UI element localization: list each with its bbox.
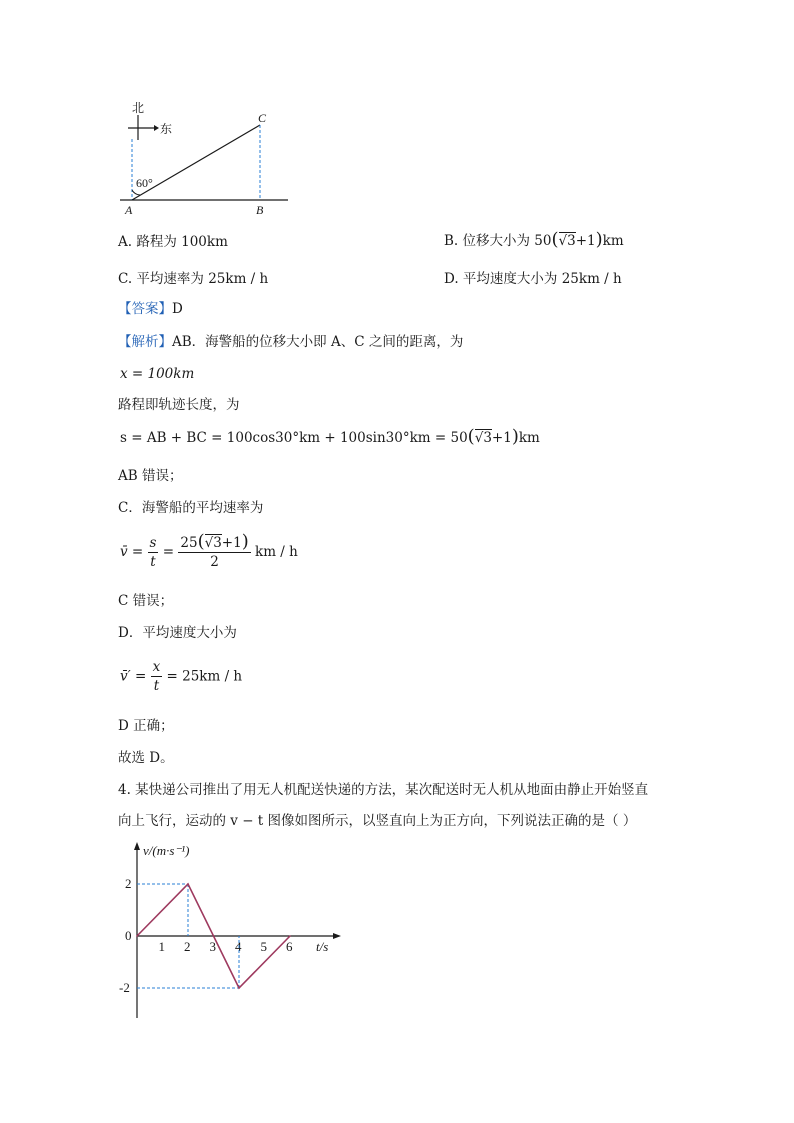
y-axis-arrow bbox=[134, 842, 140, 850]
option-b-sqrt: √3 bbox=[558, 233, 576, 249]
conclusion-text: 故选 D。 bbox=[118, 750, 174, 766]
ab-wrong-text: AB 错误； bbox=[118, 468, 183, 484]
d-intro-text: D．平均速度大小为 bbox=[118, 625, 237, 641]
point-b-label: B bbox=[256, 203, 264, 217]
equation-speed-s-over-t: $\frac{s}{t}$ bbox=[149, 534, 157, 570]
option-b-unit: km bbox=[602, 233, 624, 249]
y-tick-label-0: 0 bbox=[125, 928, 132, 943]
equation-speed-fraction: $\frac{25(√3+1)}{2}$ bbox=[180, 531, 249, 570]
equation-path-prefix: s = AB + BC = 100cos30°km + 100sin30°km = 50 bbox=[120, 430, 468, 446]
option-b-plus: +1 bbox=[575, 233, 596, 249]
y-axis-label: v/(m·s⁻¹) bbox=[143, 843, 190, 858]
d-right-text: D 正确； bbox=[118, 718, 174, 734]
equation-speed: v̄ = $\frac{s}{t}$ = $\frac{25(√3+1)}{2}$ km / h bbox=[120, 531, 298, 570]
analysis-intro: AB．海警船的位移大小即 A、C 之间的距离，为 bbox=[172, 334, 464, 350]
geometry-figure bbox=[110, 95, 310, 225]
x-tick-label-2: 2 bbox=[184, 939, 191, 954]
equation-displacement: x = 100km bbox=[120, 366, 195, 382]
question4-line2: 向上飞行，运动的 v − t 图像如图所示，以竖直向上为正方向，下列说法正确的是（ ） bbox=[118, 813, 637, 829]
option-b: B. 位移大小为 50(√3+1)km bbox=[444, 229, 624, 250]
point-c-label: C bbox=[258, 111, 267, 125]
east-label: 东 bbox=[160, 122, 173, 136]
data-point-3 bbox=[289, 935, 291, 937]
answer-label: 【答案】 bbox=[118, 301, 172, 317]
x-tick-label-1: 1 bbox=[158, 939, 165, 954]
north-label: 北 bbox=[132, 101, 145, 115]
angle-label: 60° bbox=[136, 176, 153, 190]
equation-path: s = AB + BC = 100cos30°km + 100sin30°km = 50(√3+1)km bbox=[120, 426, 540, 447]
equation-speed-lhs: v̄ = bbox=[120, 544, 148, 560]
analysis-intro-line bbox=[118, 333, 463, 351]
angle-arc bbox=[132, 190, 140, 195]
c-intro-text: C．海警船的平均速率为 bbox=[118, 500, 264, 516]
answer-value: D bbox=[172, 301, 183, 317]
equation-velocity-x-over-t: $\frac{x}{t}$ bbox=[152, 659, 161, 694]
x-tick-label-6: 6 bbox=[286, 939, 293, 954]
option-c: C. 平均速率为 25km / h bbox=[118, 271, 269, 287]
x-axis-arrow bbox=[333, 933, 341, 939]
vt-chart bbox=[110, 838, 350, 1023]
y-tick-label-2: 2 bbox=[125, 876, 132, 891]
option-b-prefix: B. 位移大小为 50 bbox=[444, 233, 552, 249]
c-wrong-text: C 错误； bbox=[118, 593, 174, 609]
path-length-text: 路程即轨迹长度，为 bbox=[118, 397, 240, 413]
x-axis-label: t/s bbox=[316, 939, 329, 954]
point-a-label: A bbox=[125, 203, 133, 217]
y-tick-label--2: -2 bbox=[119, 980, 130, 995]
data-point-0 bbox=[136, 935, 138, 937]
answer-line bbox=[118, 300, 183, 318]
option-a: A. 路程为 100km bbox=[118, 234, 228, 250]
east-arrow-head bbox=[154, 125, 159, 131]
equation-path-unit: km bbox=[518, 430, 540, 446]
equation-velocity bbox=[120, 658, 242, 695]
option-d: D. 平均速度大小为 25km / h bbox=[444, 271, 622, 287]
x-tick-label-5: 5 bbox=[260, 939, 267, 954]
equation-velocity-rhs: = 25km / h bbox=[166, 668, 243, 685]
data-point-2 bbox=[238, 987, 240, 989]
equation-speed-unit: km / h bbox=[255, 544, 298, 560]
x-tick-label-3: 3 bbox=[209, 939, 216, 954]
question4-line1: 4. 某快递公司推出了用无人机配送快递的方法，某次配送时无人机从地面由静止开始竖直 bbox=[118, 782, 649, 798]
equation-path-sqrt: √3 bbox=[474, 430, 492, 446]
data-point-1 bbox=[187, 883, 189, 885]
analysis-label: 【解析】 bbox=[118, 334, 172, 350]
x-tick-label-4: 4 bbox=[235, 939, 242, 954]
equation-velocity-lhs: v̄′ = bbox=[120, 668, 151, 685]
equation-path-plus: +1 bbox=[491, 430, 512, 446]
